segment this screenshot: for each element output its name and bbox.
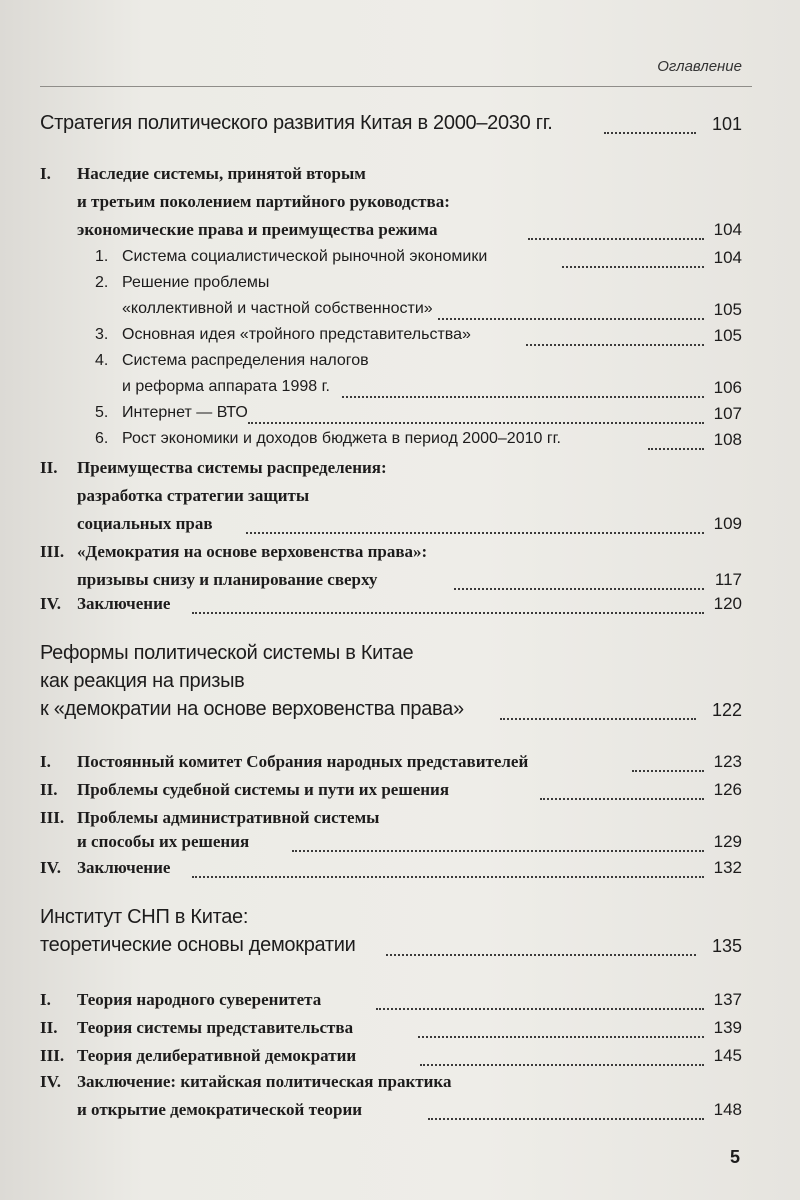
entry-number: III. (40, 808, 65, 827)
toc-entry-cont (0, 486, 800, 514)
dot-leader (562, 266, 704, 268)
page-ref: 107 (713, 404, 742, 423)
dot-leader (192, 876, 704, 878)
toc-entry[interactable] (0, 858, 800, 886)
entry-title-line: и третьим поколением партийного руководства: (77, 192, 450, 211)
toc-entry-cont (0, 192, 800, 220)
page-ref: 122 (711, 700, 742, 720)
toc-entry-cont[interactable] (0, 1100, 800, 1128)
entry-title-line: экономические права и преимущества режима (77, 220, 438, 239)
toc-subentry[interactable] (0, 326, 800, 354)
entry-number: I. (40, 164, 51, 183)
subentry-title-line: Решение проблемы (122, 274, 270, 291)
toc-entry[interactable] (0, 542, 800, 570)
header-rule (40, 86, 752, 87)
entry-title-line: «Демократия на основе верховенства права»: (77, 542, 428, 561)
page-ref: 135 (711, 936, 742, 956)
dot-leader (526, 344, 704, 346)
toc-subentry[interactable] (0, 248, 800, 276)
page-ref: 105 (713, 326, 742, 345)
page-ref: 106 (713, 378, 742, 397)
subentry-title-line: Система распределения налогов (122, 352, 369, 369)
page-ref: 137 (713, 990, 742, 1009)
toc-entry[interactable] (0, 1072, 800, 1100)
dot-leader (292, 850, 704, 852)
toc-section-3[interactable] (0, 906, 800, 934)
toc-entry[interactable] (0, 1018, 800, 1046)
entry-title-line: Проблемы судебной системы и пути их решения (77, 780, 450, 799)
dot-leader (420, 1064, 704, 1066)
subentry-title-line: Система социалистической рыночной экономики (122, 248, 488, 265)
page-number: 5 (729, 1147, 740, 1167)
entry-title-line: призывы снизу и планирование сверху (77, 570, 378, 589)
toc-entry-cont[interactable] (0, 514, 800, 542)
toc-subentry-cont[interactable] (0, 300, 800, 328)
entry-title-line: и способы их решения (77, 832, 250, 851)
dot-leader (248, 422, 704, 424)
entry-number: IV. (40, 1072, 61, 1091)
entry-title-line: Теория народного суверенитета (77, 990, 322, 1009)
entry-title-line: Заключение: китайская политическая практика (77, 1072, 452, 1091)
toc-subentry[interactable] (0, 430, 800, 458)
subentry-title-line: Рост экономики и доходов бюджета в период 2000–2010 гг. (122, 430, 561, 447)
toc-subentry[interactable] (0, 274, 800, 302)
entry-title-line: Наследие системы, принятой вторым (77, 164, 366, 183)
toc-subentry[interactable] (0, 404, 800, 432)
entry-number: I. (40, 990, 51, 1009)
section-title: Стратегия политического развития Китая в 2000–2030 гг. (40, 112, 553, 134)
entry-title-line: Постоянный комитет Собрания народных представителей (77, 752, 529, 771)
entry-title-line: Заключение (77, 594, 171, 613)
subentry-title-line: Основная идея «тройного представительства» (122, 326, 471, 343)
entry-number: III. (40, 1046, 65, 1065)
entry-number: IV. (40, 858, 61, 877)
toc-section-2[interactable] (0, 642, 800, 670)
entry-title-line: Проблемы административной системы (77, 808, 380, 827)
dot-leader (454, 588, 704, 590)
toc-entry-cont[interactable] (0, 220, 800, 248)
entry-title-line: Теория делиберативной демократии (77, 1046, 357, 1065)
page-ref: 120 (713, 594, 742, 613)
section-title-line: Реформы политической системы в Китае (40, 642, 414, 664)
page-ref: 126 (713, 780, 742, 799)
page-ref: 104 (713, 220, 742, 239)
page-ref: 117 (714, 570, 742, 589)
page-ref: 105 (713, 300, 742, 319)
subentry-title-line: Интернет — ВТО (122, 404, 248, 421)
dot-leader (438, 318, 704, 320)
page-ref: 123 (713, 752, 742, 771)
page-ref: 108 (713, 430, 742, 449)
toc-section-2-cont[interactable] (0, 698, 800, 726)
page-ref: 139 (713, 1018, 742, 1037)
dot-leader (540, 798, 704, 800)
section-title-line: теоретические основы демократии (40, 934, 356, 956)
dot-leader (500, 718, 696, 720)
page-ref: 129 (713, 832, 742, 851)
toc-entry[interactable] (0, 752, 800, 780)
page-ref: 148 (713, 1100, 742, 1119)
subentry-number: 3. (95, 326, 109, 343)
toc-entry[interactable] (0, 594, 800, 622)
entry-title-line: и открытие демократической теории (77, 1100, 363, 1119)
dot-leader (528, 238, 704, 240)
dot-leader (376, 1008, 704, 1010)
entry-title-line: Преимущества системы распределения: (77, 458, 387, 477)
entry-number: II. (40, 1018, 58, 1037)
toc-section-3-cont[interactable] (0, 934, 800, 962)
section-title-line: к «демократии на основе верховенства права» (40, 698, 464, 720)
dot-leader (428, 1118, 704, 1120)
toc-section-2-cont (0, 670, 800, 698)
toc-subentry-cont[interactable] (0, 378, 800, 406)
dot-leader (342, 396, 704, 398)
entry-number: I. (40, 752, 51, 771)
page-ref: 145 (713, 1046, 742, 1065)
entry-number: II. (40, 780, 58, 799)
toc-entry[interactable] (0, 458, 800, 486)
toc-section-1[interactable] (0, 112, 800, 140)
page-ref: 101 (711, 114, 742, 134)
entry-title-line: социальных прав (77, 514, 213, 533)
entry-number: IV. (40, 594, 61, 613)
toc-subentry[interactable] (0, 352, 800, 380)
entry-number: II. (40, 458, 58, 477)
page-ref: 109 (713, 514, 742, 533)
toc-entry[interactable] (0, 780, 800, 808)
subentry-number: 2. (95, 274, 109, 291)
running-header: Оглавление (657, 58, 742, 75)
dot-leader (604, 132, 696, 134)
page-ref: 132 (713, 858, 742, 877)
toc-entry-cont[interactable] (0, 832, 800, 860)
section-title-line: Институт СНП в Китае: (40, 906, 249, 928)
entry-title-line: разработка стратегии защиты (77, 486, 310, 505)
dot-leader (418, 1036, 704, 1038)
subentry-number: 6. (95, 430, 109, 447)
dot-leader (386, 954, 696, 956)
toc-entry[interactable] (0, 164, 800, 192)
subentry-title-line: и реформа аппарата 1998 г. (122, 378, 330, 395)
subentry-number: 4. (95, 352, 109, 369)
dot-leader (246, 532, 704, 534)
show-through-text (270, 70, 274, 85)
toc-entry[interactable] (0, 1046, 800, 1074)
dot-leader (648, 448, 704, 450)
entry-number: III. (40, 542, 65, 561)
subentry-number: 1. (95, 248, 109, 265)
toc-entry[interactable] (0, 990, 800, 1018)
entry-title-line: Теория системы представительства (77, 1018, 354, 1037)
subentry-number: 5. (95, 404, 109, 421)
dot-leader (192, 612, 704, 614)
page-ref: 104 (713, 248, 742, 267)
section-title-line: как реакция на призыв (40, 670, 245, 692)
entry-title-line: Заключение (77, 858, 171, 877)
subentry-title-line: «коллективной и частной собственности» (122, 300, 433, 317)
dot-leader (632, 770, 704, 772)
